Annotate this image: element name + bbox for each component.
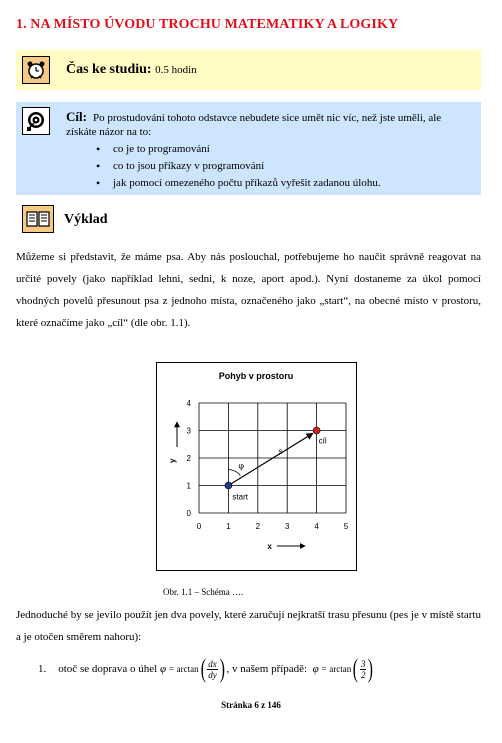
fraction (207, 659, 218, 680)
step-mid-text: , v našem případě: (226, 663, 308, 675)
arctan-func: arctan (329, 664, 352, 674)
second-paragraph: Jednoduché by se jevilo použít jen dva povely, které zaručují nejkratší trasu přesunu (pes je v místě startu a je otočen směrem nahoru): (16, 609, 481, 643)
y-tick-label: 1 (186, 481, 191, 491)
step-text: otoč se doprava o úhel (58, 663, 158, 675)
x-tick-label: 3 (284, 522, 290, 531)
numerator: 3 (360, 658, 366, 669)
numerator: dx (208, 658, 217, 669)
figure-1-1 (156, 362, 357, 571)
x-tick-label: 5 (343, 522, 349, 531)
equals-sign: = (321, 664, 327, 674)
x-tick-label: 2 (255, 522, 261, 531)
y-axis-label: y (168, 458, 177, 463)
y-tick-label: 0 (186, 509, 191, 518)
goal-text-block (66, 110, 471, 192)
denominator: dy (208, 669, 217, 680)
formula-arctan-dx-dy: φ = arctan ( $\frac{dx}{dy}$ ) (159, 654, 225, 683)
phi-symbol: φ (312, 663, 319, 675)
phi-symbol: φ (159, 663, 167, 675)
equals-sign: = (168, 664, 174, 674)
chapter-heading: 1. NA MÍSTO ÚVODU TROCHU MATEMATIKY A LOGIKY (16, 17, 399, 32)
x-axis-label: x (267, 542, 272, 551)
goal-label: Cíl: (66, 109, 87, 124)
section-title: Výklad (64, 212, 108, 227)
y-tick-label: 3 (186, 426, 191, 436)
study-time-value: 0.5 hodin (155, 64, 197, 76)
figure-caption: Obr. 1.1 – Schéma …. (163, 587, 244, 597)
vector-label: s (278, 447, 283, 456)
step-item-1 (38, 652, 375, 686)
goal-box (16, 102, 481, 195)
target-icon (22, 107, 50, 135)
movement-vector (228, 434, 312, 486)
goal-point (313, 427, 320, 434)
goal-item: • jak pomocí omezeného počtu příkazů vyřešit zadanou úlohu. (66, 175, 471, 192)
x-tick-label: 0 (196, 522, 202, 531)
denominator: 2 (360, 669, 366, 680)
arctan-func: arctan (176, 664, 199, 674)
y-tick-label: 2 (186, 454, 191, 463)
x-tick-label: 1 (226, 522, 231, 531)
intro-paragraph: Můžeme si představit, že máme psa. Aby nás poslouchal, potřebujeme ho naučit správně reagovat na určité povely (jako například lehni, sedni, k noze, aport apod.). Nyní dostaneme za úkol pomocí vhodných povelů přesunout psa z jednoho místa, označeného jako „start“, na obecné místo v prostoru, které označíme jako „cíl“ (dle obr. 1.1). (16, 251, 481, 329)
start-point (225, 482, 232, 489)
chart-title: Pohyb v prostoru (218, 371, 294, 381)
movement-chart (157, 363, 356, 570)
formula-arctan-3-2: φ = arctan ( $\frac{3}{2}$ ) (312, 654, 374, 683)
goal-label: cíl (318, 436, 327, 446)
alarm-clock-icon (22, 56, 50, 84)
start-label: start (232, 492, 248, 502)
study-time-box (16, 50, 481, 90)
fraction (360, 659, 367, 680)
goal-item: • co je to programování (66, 141, 471, 158)
goal-list (66, 141, 471, 192)
y-tick-label: 4 (186, 399, 191, 408)
goal-intro: Po prostudování tohoto odstavce nebudete sice umět nic víc, než jste uměli, ale získáte názor na to: (66, 112, 442, 138)
page-footer: Stránka 6 z 146 (221, 700, 281, 710)
angle-label: φ (238, 461, 245, 471)
study-time-label (66, 62, 197, 78)
study-time-title: Čas ke studiu: (66, 62, 152, 77)
step-number: 1. (38, 663, 47, 675)
book-icon (22, 205, 54, 233)
x-tick-label: 4 (314, 522, 319, 531)
goal-item: • co to jsou příkazy v programování (66, 158, 471, 175)
